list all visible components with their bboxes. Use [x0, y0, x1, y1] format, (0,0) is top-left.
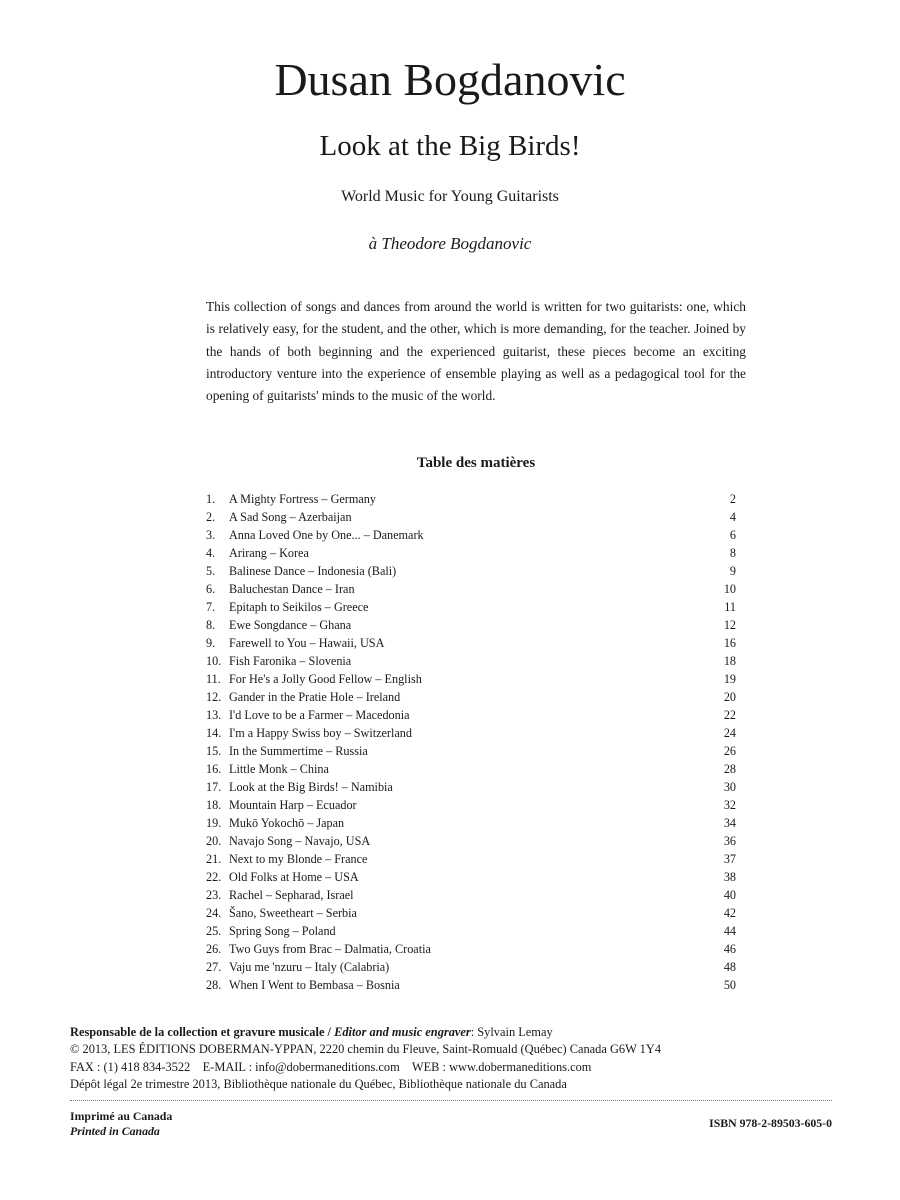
toc-item: [206, 706, 736, 724]
toc-item: [206, 580, 736, 598]
toc-item-number: 20.: [206, 834, 222, 848]
printed-in: [70, 1109, 172, 1139]
toc-item-number: 28.: [206, 978, 222, 992]
toc-item-title: Vaju me 'nzuru – Italy (Calabria): [229, 960, 390, 974]
toc-item: [206, 634, 736, 652]
toc-item-page: 34: [723, 816, 736, 830]
printed-fr: Imprimé au Canada: [70, 1109, 173, 1123]
toc-item-number: 27.: [206, 960, 222, 974]
toc-item: [206, 652, 736, 670]
editor-label-en: Editor and music engraver: [334, 1025, 471, 1039]
toc-item-number: 23.: [206, 888, 222, 902]
toc-item-title: Old Folks at Home – USA: [229, 870, 359, 884]
toc-item-title: Mountain Harp – Ecuador: [229, 798, 357, 812]
toc-item: [206, 796, 736, 814]
isbn: ISBN 978-2-89503-605-0: [709, 1116, 832, 1130]
toc-item-page: 48: [723, 960, 736, 974]
toc-item-page: 12: [723, 618, 736, 632]
toc-item-page: 10: [723, 582, 736, 596]
toc-item-page: 40: [723, 888, 736, 902]
toc-item-number: 7.: [206, 600, 216, 614]
toc-item: [206, 490, 736, 508]
toc-item-title: Balinese Dance – Indonesia (Bali): [229, 564, 397, 578]
toc-item-page: 16: [723, 636, 736, 650]
toc-item-page: 37: [723, 852, 736, 866]
toc-item-number: 13.: [206, 708, 222, 722]
toc-item: [206, 814, 736, 832]
toc-item: [206, 616, 736, 634]
toc-item-page: 19: [723, 672, 736, 686]
toc-item-number: 15.: [206, 744, 222, 758]
toc-item-title: For He's a Jolly Good Fellow – English: [229, 672, 422, 686]
toc-item-title: Fish Faronika – Slovenia: [229, 654, 352, 668]
toc-item: [206, 904, 736, 922]
toc-item-title: Šano, Sweetheart – Serbia: [229, 906, 357, 920]
toc-item-page: 36: [723, 834, 736, 848]
toc-item-title: Ewe Songdance – Ghana: [229, 618, 352, 632]
toc-item-number: 25.: [206, 924, 222, 938]
toc-heading: Table des matières: [416, 455, 536, 471]
toc-item-title: Baluchestan Dance – Iran: [229, 582, 355, 596]
toc-item-number: 5.: [206, 564, 216, 578]
toc-item-page: 46: [723, 942, 736, 956]
toc-item-title: Two Guys from Brac – Dalmatia, Croatia: [229, 942, 431, 956]
toc-item-page: 18: [723, 654, 736, 668]
toc-item-page: 9: [729, 564, 736, 578]
toc-item-page: 4: [729, 510, 736, 524]
toc-item-page: 44: [723, 924, 736, 938]
toc-item-number: 21.: [206, 852, 222, 866]
toc-item-page: 30: [723, 780, 736, 794]
toc-item-title: Gander in the Pratie Hole – Ireland: [229, 690, 401, 704]
toc-item-title: Little Monk – China: [229, 762, 329, 776]
toc-item-title: Navajo Song – Navajo, USA: [229, 834, 371, 848]
toc-item: [206, 760, 736, 778]
toc-item-number: 9.: [206, 636, 216, 650]
toc-item: [206, 958, 736, 976]
toc-item: [206, 886, 736, 904]
toc-item-page: 20: [723, 690, 736, 704]
editor-credit: Responsable de la collection et gravure musicale / Editor and music engraver: Sylvain Lemay: [70, 1025, 553, 1039]
toc-item-page: 42: [723, 906, 736, 920]
toc-item-page: 26: [723, 744, 736, 758]
toc-item-number: 8.: [206, 618, 216, 632]
editor-label: Responsable de la collection et gravure musicale: [70, 1025, 325, 1039]
toc-item-number: 26.: [206, 942, 222, 956]
toc-item-number: 11.: [206, 672, 221, 686]
table-of-contents: [206, 490, 736, 994]
author-name: Dusan Bogdanovic: [274, 54, 626, 105]
toc-item-title: Spring Song – Poland: [229, 924, 336, 938]
toc-item-number: 24.: [206, 906, 222, 920]
printed-en: Printed in Canada: [70, 1124, 160, 1138]
footer-divider: [70, 1100, 832, 1101]
toc-item-title: I'm a Happy Swiss boy – Switzerland: [229, 726, 412, 740]
toc-item-title: Look at the Big Birds! – Namibia: [229, 780, 393, 794]
toc-item-title: A Sad Song – Azerbaijan: [229, 510, 352, 524]
toc-item: [206, 832, 736, 850]
toc-item-title: In the Summertime – Russia: [229, 744, 368, 758]
dedication: à Theodore Bogdanovic: [368, 234, 532, 253]
toc-item: [206, 598, 736, 616]
toc-item: [206, 688, 736, 706]
toc-item: [206, 562, 736, 580]
toc-item-page: 6: [729, 528, 736, 542]
toc-item: [206, 778, 736, 796]
toc-item-page: 11: [724, 600, 736, 614]
toc-item-number: 18.: [206, 798, 222, 812]
toc-item-title: Arirang – Korea: [229, 546, 309, 560]
toc-item-page: 38: [723, 870, 736, 884]
toc-item-number: 12.: [206, 690, 222, 704]
editor-name: Sylvain Lemay: [477, 1025, 553, 1039]
book-title: Look at the Big Birds!: [319, 130, 581, 162]
toc-item: [206, 922, 736, 940]
toc-item-number: 2.: [206, 510, 216, 524]
toc-item-page: 2: [729, 492, 736, 506]
toc-item-number: 16.: [206, 762, 222, 776]
toc-item-title: When I Went to Bembasa – Bosnia: [229, 978, 400, 992]
credits-block: [70, 1024, 850, 1094]
toc-item-title: A Mighty Fortress – Germany: [229, 492, 376, 506]
toc-item-title: Next to my Blonde – France: [229, 852, 368, 866]
toc-item: [206, 526, 736, 544]
toc-item: [206, 670, 736, 688]
toc-item: [206, 940, 736, 958]
toc-item: [206, 724, 736, 742]
toc-item: [206, 508, 736, 526]
intro-paragraph: This collection of songs and dances from around the world is written for two guitarists: one, which is relatively easy, for the student, and the other, which is more demanding, for the teacher. Joined by the hands of both beginning and the experienced guitarist, these pieces become an exciting introductory venture into the experience of ensemble playing as well as a pedagogical tool for the opening of guitarists' minds to the music of the world.: [206, 299, 746, 404]
toc-item-number: 22.: [206, 870, 222, 884]
toc-item-title: Rachel – Sepharad, Israel: [229, 888, 354, 902]
toc-item-number: 6.: [206, 582, 216, 596]
contact-line: FAX : (1) 418 834-3522 E-MAIL : info@dobermaneditions.com WEB : www.dobermaneditions.com: [70, 1059, 592, 1074]
toc-item: [206, 868, 736, 886]
toc-item: [206, 850, 736, 868]
toc-item-page: 28: [723, 762, 736, 776]
toc-item-title: Mukō Yokochō – Japan: [229, 816, 345, 830]
toc-item-page: 22: [723, 708, 736, 722]
toc-item-title: Anna Loved One by One... – Danemark: [229, 528, 424, 542]
toc-item-page: 24: [723, 726, 736, 740]
toc-item-number: 4.: [206, 546, 216, 560]
copyright-line: © 2013, LES ÉDITIONS DOBERMAN-YPPAN, 2220 chemin du Fleuve, Saint-Romuald (Québec) Canada G6W 1Y4: [70, 1042, 662, 1057]
toc-item-number: 17.: [206, 780, 222, 794]
legal-deposit-line: Dépôt légal 2e trimestre 2013, Bibliothèque nationale du Québec, Bibliothèque nationale du Canada: [70, 1077, 567, 1092]
toc-item-page: 50: [723, 978, 736, 992]
toc-item-number: 1.: [206, 492, 216, 506]
toc-item-number: 19.: [206, 816, 222, 830]
toc-item: [206, 742, 736, 760]
toc-item-title: Epitaph to Seikilos – Greece: [229, 600, 369, 614]
book-subtitle: World Music for Young Guitarists: [341, 188, 559, 205]
toc-item-page: 32: [723, 798, 736, 812]
toc-item-page: 8: [729, 546, 736, 560]
toc-item-number: 3.: [206, 528, 216, 542]
toc-item-title: I'd Love to be a Farmer – Macedonia: [229, 708, 410, 722]
toc-item-number: 10.: [206, 654, 222, 668]
toc-item-title: Farewell to You – Hawaii, USA: [229, 636, 385, 650]
toc-item: [206, 544, 736, 562]
toc-item: [206, 976, 736, 994]
toc-item-number: 14.: [206, 726, 222, 740]
